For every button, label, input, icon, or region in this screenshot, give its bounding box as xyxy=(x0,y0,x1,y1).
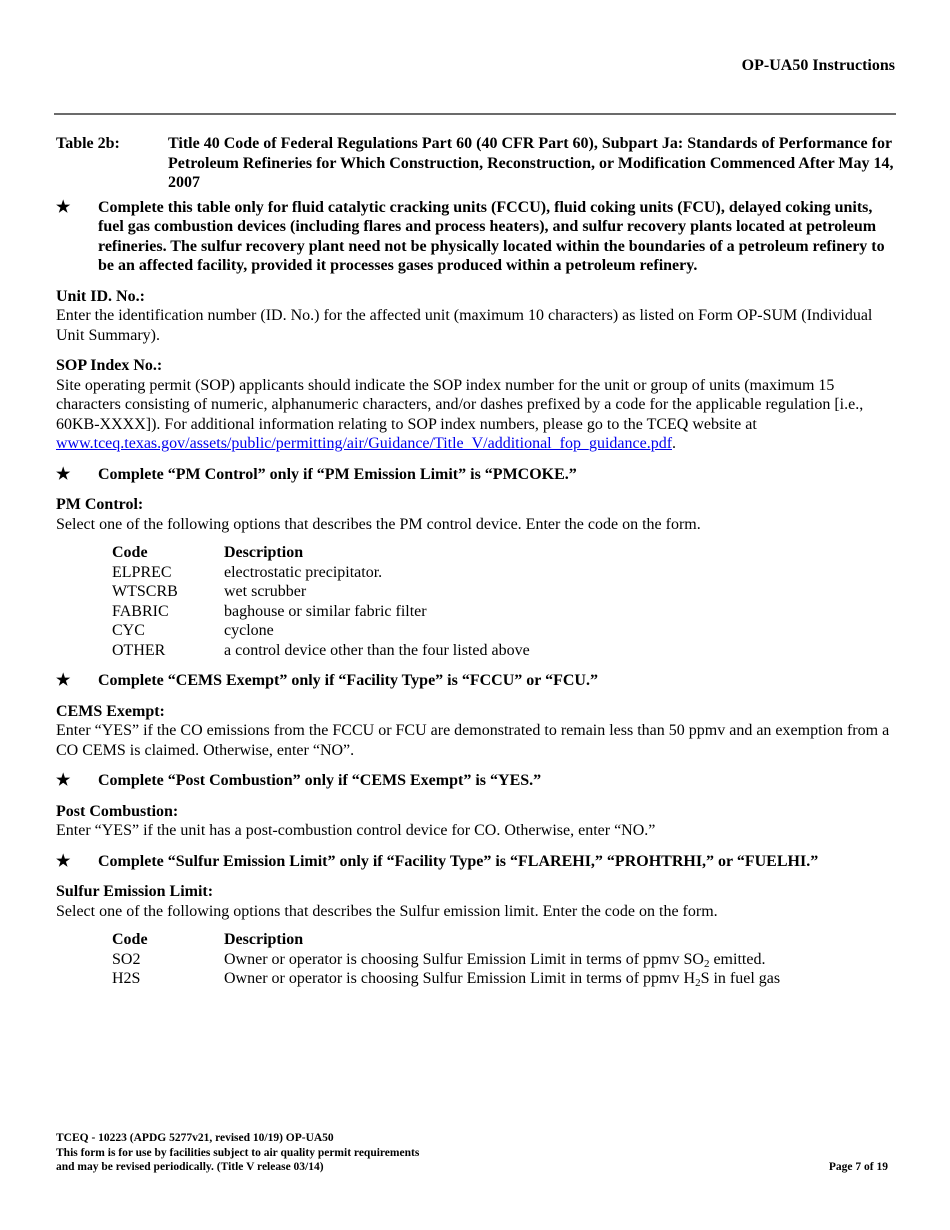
star-icon: ★ xyxy=(56,772,71,789)
code-cell: OTHER xyxy=(112,641,166,659)
table-row xyxy=(112,563,896,583)
star-icon: ★ xyxy=(56,672,71,689)
table-row xyxy=(112,621,896,641)
description-text: Owner or operator is choosing Sulfur Emission Limit in terms of ppmv SO xyxy=(224,950,704,968)
sop-index-title: SOP Index No.: xyxy=(56,357,163,374)
page-footer xyxy=(56,1131,419,1175)
cems-exempt-text: Enter “YES” if the CO emissions from the FCCU or FCU are demonstrated to remain less than 50 ppmv and an exemption from a CO CEMS is claimed. Otherwise, enter “NO”. xyxy=(56,722,890,759)
description-text-end: S in fuel gas xyxy=(700,970,781,987)
description-cell: baghouse or similar fabric filter xyxy=(224,602,427,620)
post-combustion-note-text: Complete “Post Combustion” only if “CEMS Exempt” is “YES.” xyxy=(98,772,542,789)
code-cell: ELPREC xyxy=(112,563,172,581)
table-row xyxy=(112,602,896,622)
fop-guidance-link[interactable]: www.tceq.texas.gov/assets/public/permitting/air/Guidance/Title_V/additional_fop_guidance.pdf xyxy=(56,435,673,452)
pm-control-code-table xyxy=(112,543,896,660)
code-cell: SO2 xyxy=(112,950,141,968)
description-cell: electrostatic precipitator. xyxy=(224,563,383,581)
star-icon: ★ xyxy=(56,465,71,483)
code-table-header xyxy=(112,930,896,950)
cems-exempt-section xyxy=(56,702,896,761)
star-icon: ★ xyxy=(56,198,71,216)
footer-usage-note: This form is for use by facilities subject to air quality permit requirements xyxy=(56,1146,420,1159)
code-column-header: Code xyxy=(112,544,148,561)
star-icon: ★ xyxy=(56,852,71,870)
pm-control-note xyxy=(56,465,896,485)
cems-exempt-title: CEMS Exempt: xyxy=(56,702,165,720)
table-heading-title: Title 40 Code of Federal Regulations Part 60 (40 CFR Part 60), Subpart Ja: Standards of Performance for Petroleum Refineries for Which Construction, Reconstruction, or Modification Commenced After May 14, 2007 xyxy=(168,135,894,191)
table-row xyxy=(112,582,896,602)
post-combustion-text: Enter “YES” if the unit has a post-combustion control device for CO. Otherwise, enter “NO.” xyxy=(56,822,656,839)
sulfur-limit-text: Select one of the following options that describes the Sulfur emission limit. Enter the code on the form. xyxy=(56,902,718,920)
code-cell: CYC xyxy=(112,622,145,639)
sulfur-limit-note-text: Complete “Sulfur Emission Limit” only if “Facility Type” is “FLAREHI,” “PROHTRHI,” or “FUELHI.” xyxy=(98,852,819,870)
unit-id-title: Unit ID. No.: xyxy=(56,287,145,305)
cems-exempt-note-text: Complete “CEMS Exempt” only if “Facility Type” is “FCCU” or “FCU.” xyxy=(98,672,598,689)
table-row xyxy=(112,969,896,989)
footer-revision-note: and may be revised periodically. (Title V release 03/14) xyxy=(56,1161,324,1173)
table-heading-label: Table 2b: xyxy=(56,135,120,152)
table-row xyxy=(112,641,896,661)
description-text: Owner or operator is choosing Sulfur Emission Limit in terms of ppmv H xyxy=(224,970,696,987)
unit-id-section xyxy=(56,287,896,346)
description-column-header: Description xyxy=(224,544,304,561)
description-cell xyxy=(224,950,896,970)
post-combustion-title: Post Combustion: xyxy=(56,802,179,820)
code-column-header: Code xyxy=(112,931,148,948)
code-table-header xyxy=(112,543,896,563)
table-row xyxy=(112,950,896,970)
pm-control-section xyxy=(56,495,896,534)
description-text-end: emitted. xyxy=(709,950,766,968)
description-cell: wet scrubber xyxy=(224,583,307,600)
page-number: Page 7 of 19 xyxy=(828,1161,888,1173)
intro-note xyxy=(56,198,896,276)
sop-index-section xyxy=(56,356,896,454)
code-cell: FABRIC xyxy=(112,602,169,620)
table-heading xyxy=(56,134,896,193)
footer-form-id: TCEQ - 10223 (APDG 5277v21, revised 10/19) OP-UA50 xyxy=(56,1132,334,1144)
sop-index-text: Site operating permit (SOP) applicants should indicate the SOP index number for the unit or group of units (maximum 15 characters consisting of numeric, alphanumeric characters, and/or dashes prefixed by a code for the applicable regulation [i.e., 60KB-XXXX]). For additional information relating to SOP index numbers, please go to the TCEQ website at xyxy=(56,376,864,433)
post-combustion-section xyxy=(56,802,896,841)
intro-note-text: Complete this table only for fluid catalytic cracking units (FCCU), fluid coking units (FCU), delayed coking units, fuel gas combustion devices (including flares and process heaters), and sulfur recovery plants located at petroleum refineries. The sulfur recovery plant need not be physically located within the boundaries of a petroleum refinery to be an affected facility, provided it processes gases produced within a petroleum refinery. xyxy=(98,198,885,274)
sulfur-limit-section xyxy=(56,882,896,921)
description-cell: cyclone xyxy=(224,622,274,639)
description-cell: a control device other than the four listed above xyxy=(224,641,530,659)
cems-exempt-note xyxy=(56,671,896,691)
subscript: 2 xyxy=(703,957,710,970)
document-body xyxy=(56,134,896,1000)
pm-control-note-text: Complete “PM Control” only if “PM Emission Limit” is “PMCOKE.” xyxy=(98,465,577,483)
post-combustion-note xyxy=(56,771,896,791)
code-cell: WTSCRB xyxy=(112,583,178,600)
sulfur-limit-note xyxy=(56,852,896,872)
code-cell: H2S xyxy=(112,970,141,987)
sop-index-period: . xyxy=(672,435,677,452)
sulfur-limit-title: Sulfur Emission Limit: xyxy=(56,883,214,900)
description-column-header: Description xyxy=(224,931,304,948)
sulfur-limit-code-table xyxy=(112,930,896,989)
header-divider xyxy=(54,113,896,115)
pm-control-text: Select one of the following options that describes the PM control device. Enter the code on the form. xyxy=(56,515,701,533)
description-cell xyxy=(224,969,896,989)
pm-control-title: PM Control: xyxy=(56,496,144,513)
sop-index-paragraph xyxy=(56,376,896,454)
subscript: 2 xyxy=(695,977,701,989)
unit-id-text: Enter the identification number (ID. No.) for the affected unit (maximum 10 characters) as listed on Form OP-SUM (Individual Unit Summary). xyxy=(56,307,873,344)
page-header-title: OP-UA50 Instructions xyxy=(741,57,895,74)
